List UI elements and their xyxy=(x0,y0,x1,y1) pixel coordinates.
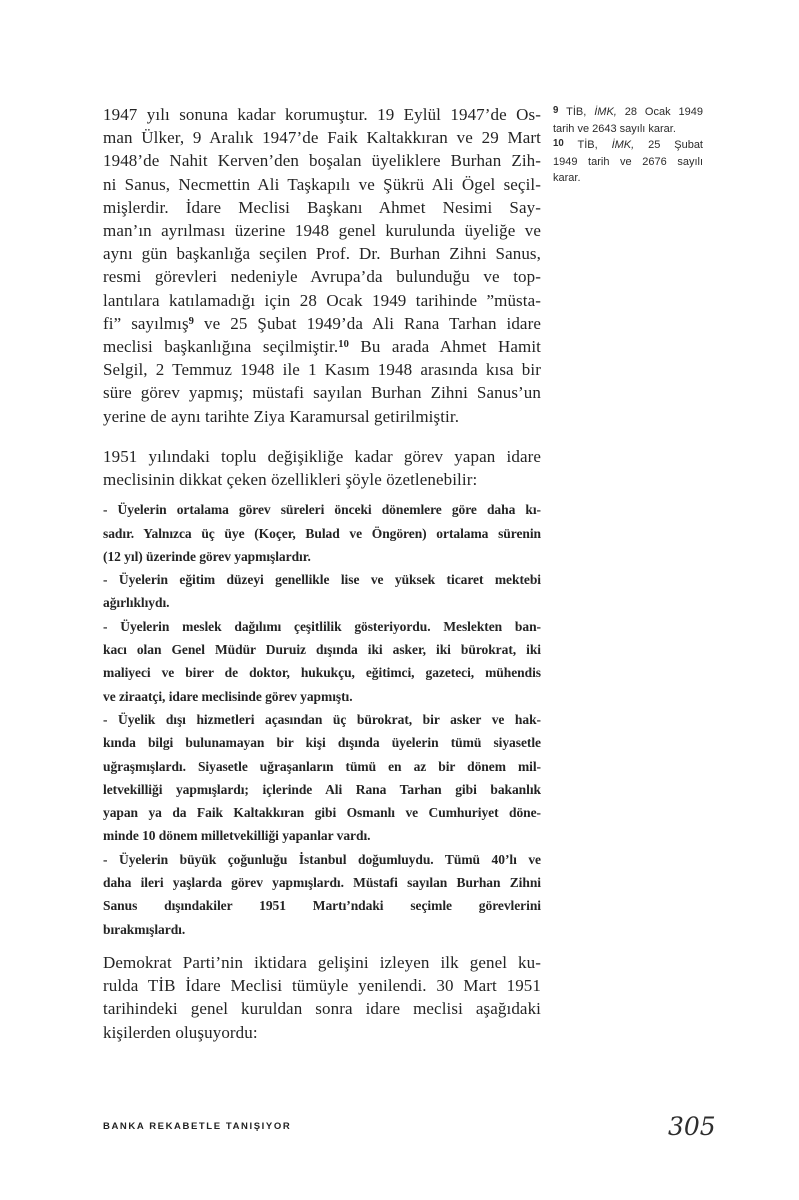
text-line: aynı gün başkanlığa seçilen Prof. Dr. Burhan Zihni Sanus, xyxy=(103,244,541,264)
text-line: letvekilliği yapmışlardı; içlerinde Ali Rana Tarhan gibi bakanlık xyxy=(103,781,541,797)
text-line: kında bilgi bulunamayan bir kişi dışında üyelerin tümü siyasetle xyxy=(103,735,541,751)
text-line: Selgil, 2 Temmuz 1948 ile 1 Kasım 1948 arasında kısa bir xyxy=(103,360,541,380)
text-line: (12 yıl) üzerinde görev yapmışlardır. xyxy=(103,548,311,564)
text-line: tarih ve 2643 sayılı karar. xyxy=(553,122,676,135)
paragraph-democrat-party xyxy=(103,951,541,1044)
text-line: minde 10 dönem milletvekilliği yapanlar vardı. xyxy=(103,828,371,844)
text-line: daha ileri yaşlarda görev yapmışlardı. Müstafi sayılan Burhan Zihni xyxy=(103,875,541,890)
bullet-item-politics xyxy=(103,708,541,848)
page-number: 305 xyxy=(668,1112,716,1141)
text-line: - Üyelerin meslek dağılımı çeşitlilik gösteriyordu. Meslekten ban- xyxy=(103,618,541,634)
text-line: tarihindeki genel kuruldan sonra idare meclisi aşağıdaki xyxy=(103,999,541,1019)
main-text-column xyxy=(103,103,541,1044)
text-line: 1948’de Nahit Kerven’den boşalan üyeliklere Burhan Zih- xyxy=(103,151,541,171)
bullet-list xyxy=(103,498,541,941)
text-line: kişilerden oluşuyordu: xyxy=(103,1022,258,1042)
text-line: lantılara katılamadığı için 28 Ocak 1949 tarihinde ”müsta- xyxy=(103,290,541,310)
bullet-item-professions xyxy=(103,615,541,708)
sidenote-column xyxy=(553,104,703,187)
bullet-item-tenure xyxy=(103,498,541,568)
text-line: ve ziraatçi, idare meclisinde görev yapmıştı. xyxy=(103,688,353,704)
text-line: uğraşmışlardı. Siyasetle uğraşanların tümü en az bir dönem mil- xyxy=(103,758,541,774)
text-line: meclisinin dikkat çeken özellikleri şöyle özetlenebilir: xyxy=(103,470,478,490)
text-line: yerine de aynı tarihte Ziya Karamursal getirilmiştir. xyxy=(103,406,460,426)
text-line: rulda TİB İdare Meclisi tümüyle yenilendi. 30 Mart 1951 xyxy=(103,976,541,996)
text-line: - Üyelerin büyük çoğunluğu İstanbul doğumluydu. Tümü 40’lı ve xyxy=(103,851,541,867)
bullet-item-origins xyxy=(103,848,541,941)
text-line: maliyeci ve birer de doktor, hukukçu, eğitimci, gazeteci, mühendis xyxy=(103,665,541,681)
text-line: $^9$ TİB, İMK, 28 Ocak 1949 xyxy=(553,104,703,118)
text-line: 1949 tarih ve 2676 sayılı xyxy=(553,155,703,168)
text-line: man Ülker, 9 Aralık 1947’de Faik Kaltakkıran ve 29 Mart xyxy=(103,128,541,148)
paragraph-intro-summary xyxy=(103,445,541,491)
text-line: resmi görevleri nedeniyle Avrupa’da bulunduğu ve top- xyxy=(103,267,541,287)
text-line: Sanus dışındakiler 1951 Martı’ndaki seçimle görevlerini xyxy=(103,898,541,914)
text-line: kacı olan Genel Müdür Duruiz dışında iki asker, iki bürokrat, iki xyxy=(103,642,541,658)
text-line: - Üyelerin ortalama görev süreleri önceki dönemlere göre daha kı- xyxy=(103,502,541,518)
sidenote-9 xyxy=(553,104,703,137)
running-footer-title: BANKA REKABETLE TANIŞIYOR xyxy=(103,1121,292,1132)
text-line: fi” sayılmış$^9$ ve 25 Şubat 1949’da Ali Rana Tarhan idare xyxy=(103,313,541,333)
text-line: mişlerdir. İdare Meclisi Başkanı Ahmet Nesimi Say- xyxy=(103,197,541,217)
text-line: bırakmışlardı. xyxy=(103,921,186,937)
text-line: yapan ya da Faik Kaltakkıran gibi Osmanlı ve Cumhuriyet döne- xyxy=(103,805,541,821)
paragraph-board-history xyxy=(103,103,541,428)
text-line: - Üyelerin eğitim düzeyi genellikle lise ve yüksek ticaret mektebi xyxy=(103,572,541,588)
text-line: sadır. Yalnızca üç üye (Koçer, Bulad ve Öngören) ortalama sürenin xyxy=(103,525,541,541)
text-line: ağırlıklıydı. xyxy=(103,595,170,611)
text-line: man’ın ayrılması üzerine 1948 genel kurulunda üyeliğe ve xyxy=(103,221,541,241)
bullet-item-education xyxy=(103,568,541,615)
text-line: meclisi başkanlığına seçilmiştir.$^{10}$ Bu arada Ahmet Hamit xyxy=(103,337,541,357)
text-line: Demokrat Parti’nin iktidara gelişini izleyen ilk genel ku- xyxy=(103,952,541,972)
text-line: süre görev yapmış; müstafi sayılan Burhan Zihni Sanus’un xyxy=(103,383,541,403)
sidenote-10 xyxy=(553,137,703,187)
text-line: 1951 yılındaki toplu değişikliğe kadar görev yapan idare xyxy=(103,446,541,466)
text-line: karar. xyxy=(553,172,581,185)
text-line: $^{10}$ TİB, İMK, 25 Şubat xyxy=(553,137,703,152)
text-line: - Üyelik dışı hizmetleri açasından üç bürokrat, bir asker ve hak- xyxy=(103,711,541,727)
text-line: 1947 yılı sonuna kadar korumuştur. 19 Eylül 1947’de Os- xyxy=(103,105,541,124)
text-line: ni Sanus, Necmettin Ali Taşkapılı ve Şükrü Ali Ögel seçil- xyxy=(103,174,541,194)
